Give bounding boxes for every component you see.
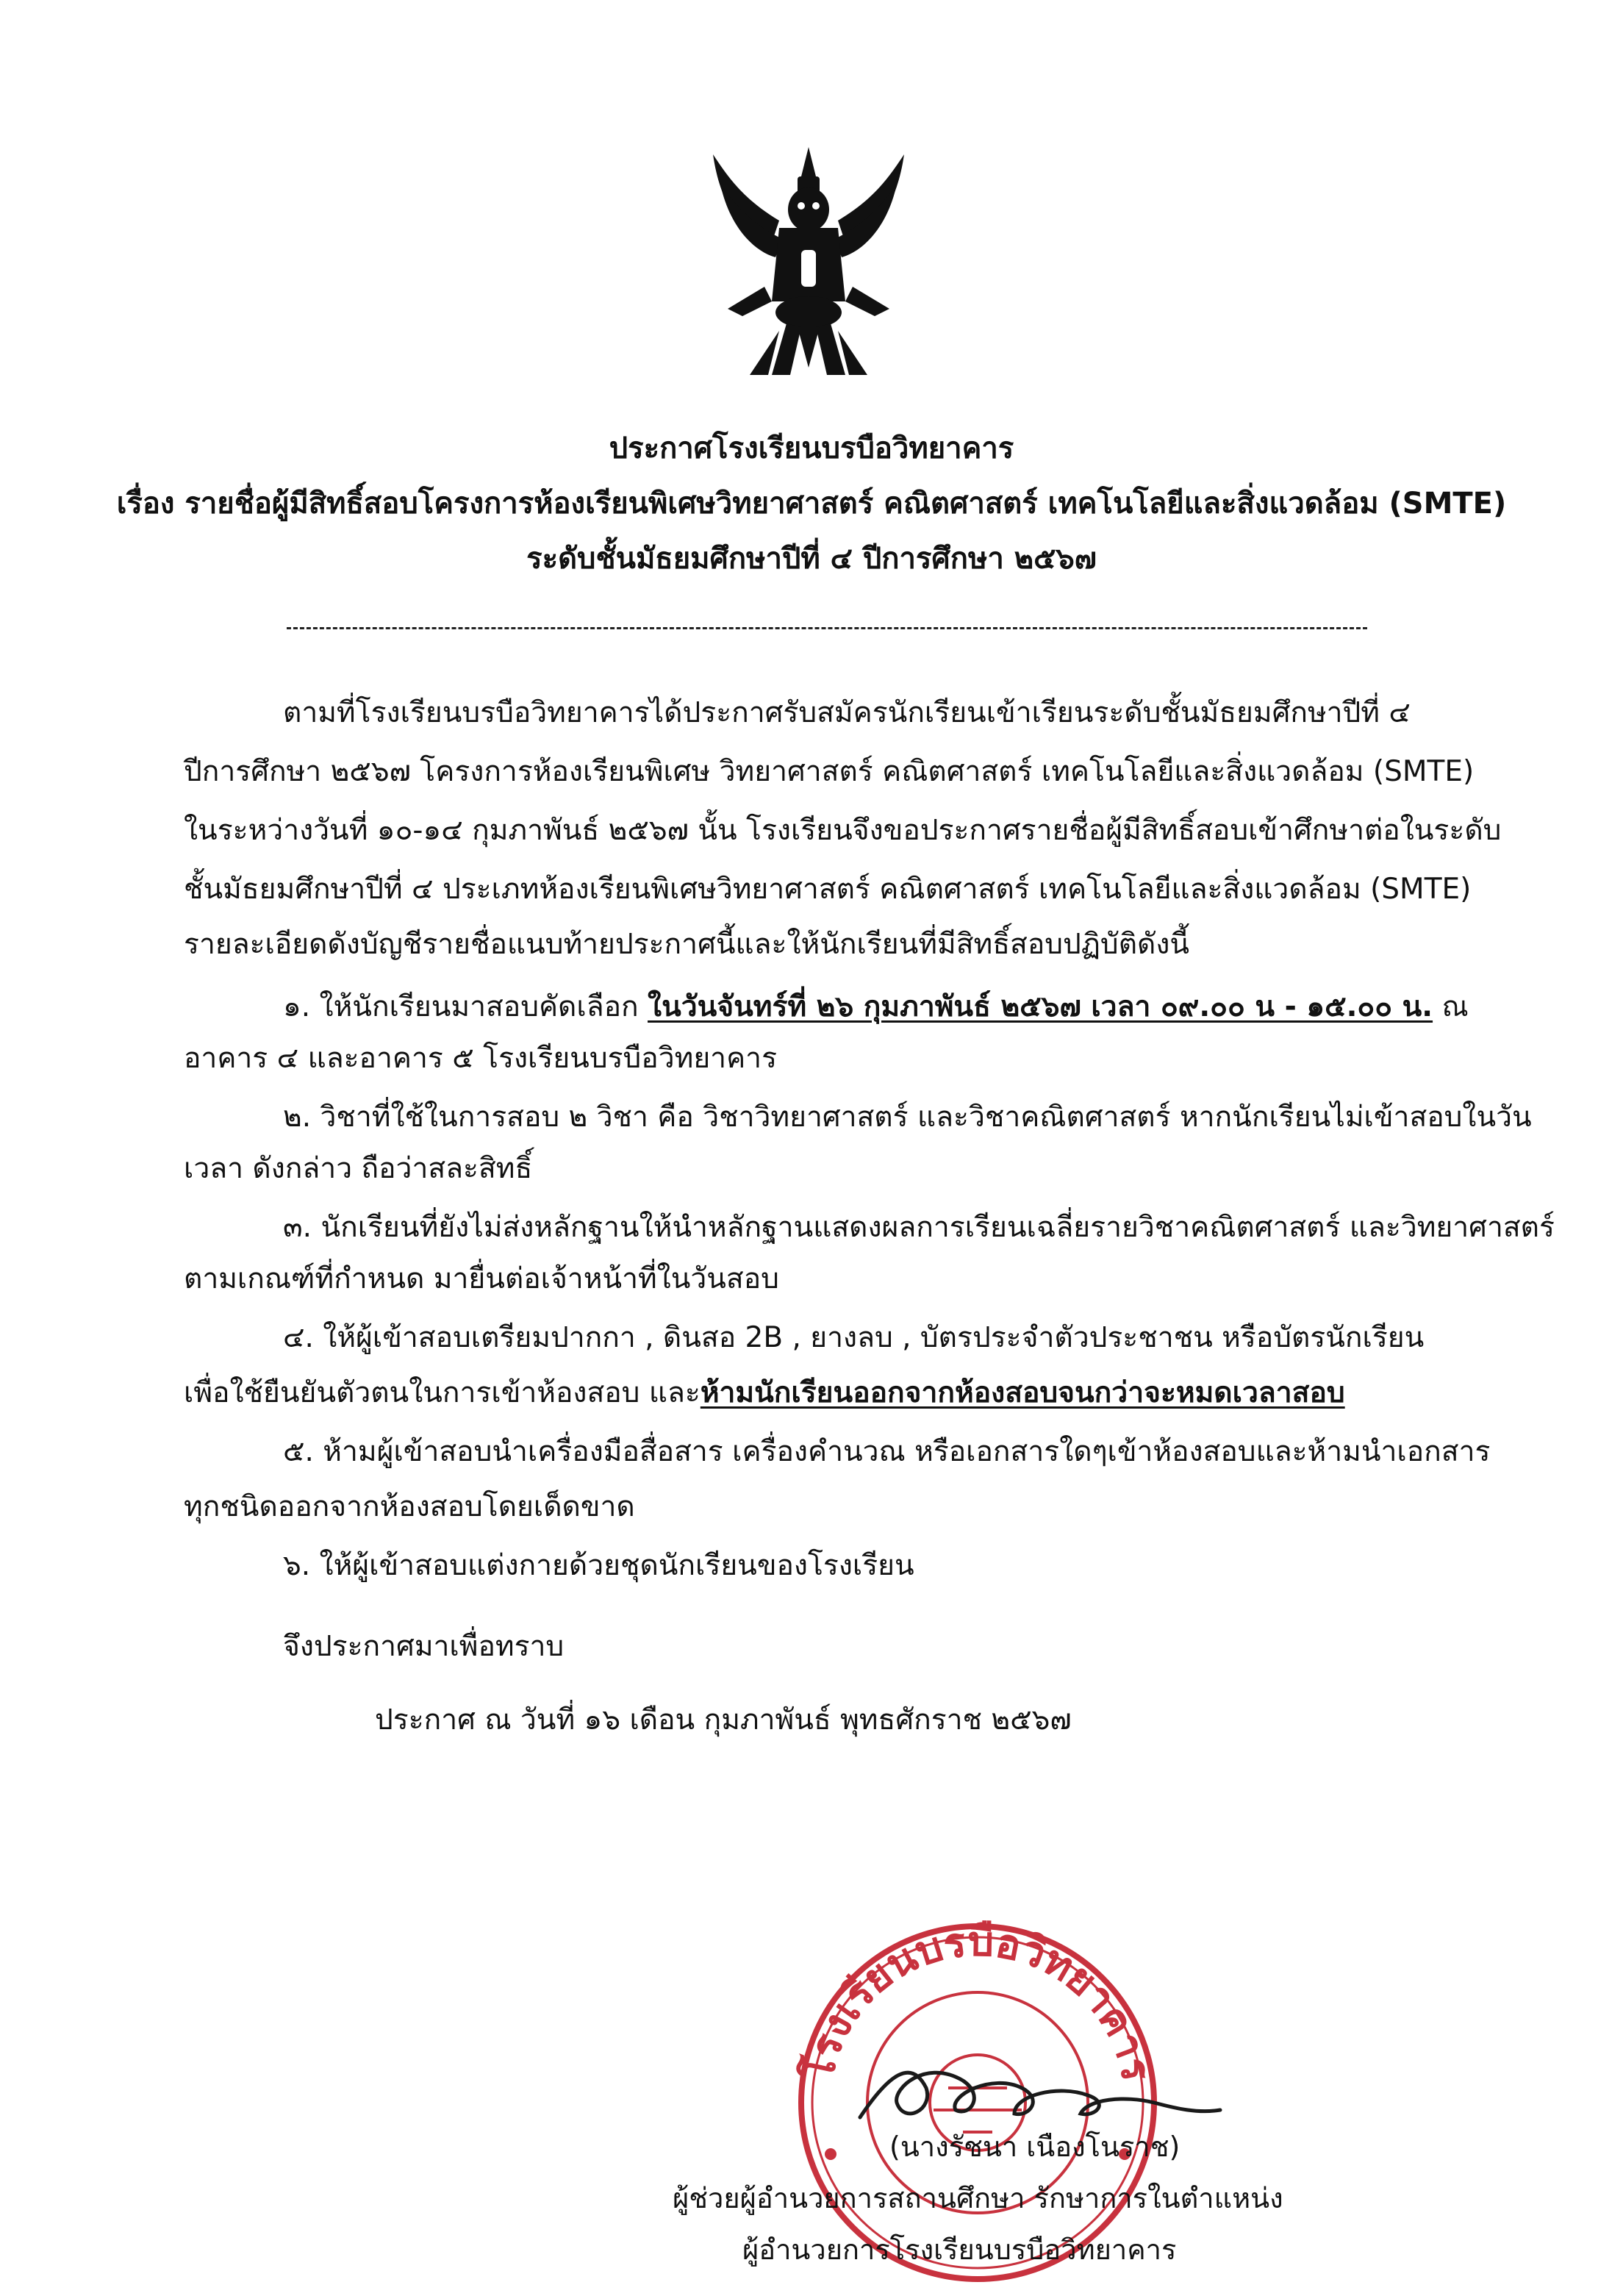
item-4-emphasis: ห้ามนักเรียนออกจากห้องสอบจนกว่าจะหมดเวลาสอบ xyxy=(700,1376,1345,1409)
item-5-line-1: ๕. ห้ามผู้เข้าสอบนำเครื่องมือสื่อสาร เครื่องคำนวณ หรือเอกสารใดๆเข้าห้องสอบและห้ามนำเอกสาร xyxy=(283,1435,1491,1468)
item-4-line-2 xyxy=(184,1371,1345,1415)
item-4-prefix: เพื่อใช้ยืนยันตัวตนในการเข้าห้องสอบ และ xyxy=(184,1376,701,1409)
intro-line-4: ชั้นมัธยมศึกษาปีที่ ๔ ประเภทห้องเรียนพิเศษวิทยาศาสตร์ คณิตศาสตร์ เทคโนโลยีและสิ่งแวดล้อม (SMTE) xyxy=(184,873,1472,906)
seal-text: โรงเรียนบรบือวิทยาคาร xyxy=(795,1917,1161,2086)
item-5-line-2: ทุกชนิดออกจากห้องสอบโดยเด็ดขาด xyxy=(184,1490,635,1523)
item-6: ๖. ให้ผู้เข้าสอบแต่งกายด้วยชุดนักเรียนของโรงเรียน xyxy=(283,1549,914,1582)
item-2-line-2: เวลา ดังกล่าว ถือว่าสละสิทธิ์ xyxy=(184,1152,533,1185)
signatory-name: (นางรัชนา เนืองโนราช) xyxy=(889,2131,1180,2163)
item-1-cont: อาคาร ๔ และอาคาร ๕ โรงเรียนบรบือวิทยาคาร xyxy=(184,1042,778,1075)
intro-line-2: ปีการศึกษา ๒๕๖๗ โครงการห้องเรียนพิเศษ วิทยาศาสตร์ คณิตศาสตร์ เทคโนโลยีและสิ่งแวดล้อม (SMTE) xyxy=(184,755,1475,788)
signatory-position-2: ผู้อำนวยการโรงเรียนบรบือวิทยาคาร xyxy=(742,2234,1177,2266)
garuda-emblem-icon xyxy=(698,132,919,382)
item-1-date-emphasis: ในวันจันทร์ที่ ๒๖ กุมภาพันธ์ ๒๕๖๗ เวลา ๐๙.๐๐ น - ๑๕.๐๐ น. xyxy=(648,990,1433,1023)
announcement-title: ประกาศโรงเรียนบรบือวิทยาคาร xyxy=(609,432,1014,465)
intro-line-5: รายละเอียดดังบัญชีรายชื่อแนบท้ายประกาศนี้และให้นักเรียนที่มีสิทธิ์สอบปฏิบัติดังนี้ xyxy=(184,928,1190,961)
announcement-date: ประกาศ ณ วันที่ ๑๖ เดือน กุมภาพันธ์ พุทธศักราช ๒๕๖๗ xyxy=(375,1703,1072,1737)
signatory-position-1: ผู้ช่วยผู้อำนวยการสถานศึกษา รักษาการในตำแหน่ง xyxy=(673,2182,1283,2214)
item-1-suffix: ณ xyxy=(1433,990,1469,1023)
header-divider xyxy=(287,627,1367,629)
item-4-line-1: ๔. ให้ผู้เข้าสอบเตรียมปากกา , ดินสอ 2B , ยางลบ , บัตรประจำตัวประชาชน หรือบัตรนักเรียน xyxy=(283,1321,1425,1354)
announcement-subject: เรื่อง รายชื่อผู้มีสิทธิ์สอบโครงการห้องเรียนพิเศษวิทยาศาสตร์ คณิตศาสตร์ เทคโนโลยีและสิ่งแวดล้อม (SMTE) xyxy=(116,487,1507,521)
item-3-line-2: ตามเกณฑ์ที่กำหนด มายื่นต่อเจ้าหน้าที่ในวันสอบ xyxy=(184,1262,779,1295)
closing-text: จึงประกาศมาเพื่อทราบ xyxy=(283,1630,565,1663)
intro-line-3: ในระหว่างวันที่ ๑๐-๑๔ กุมภาพันธ์ ๒๕๖๗ นั้น โรงเรียนจึงขอประกาศรายชื่อผู้มีสิทธิ์สอบเข้าศึกษาต่อในระดับ xyxy=(184,814,1502,847)
announcement-level: ระดับชั้นมัธยมศึกษาปีที่ ๔ ปีการศึกษา ๒๕๖๗ xyxy=(526,542,1097,576)
item-3-line-1: ๓. นักเรียนที่ยังไม่ส่งหลักฐานให้นำหลักฐานแสดงผลการเรียนเฉลี่ยรายวิชาคณิตศาสตร์ และวิทยาศาสตร์ xyxy=(283,1211,1555,1244)
item-1-prefix: ๑. ให้นักเรียนมาสอบคัดเลือก xyxy=(283,990,648,1023)
item-1 xyxy=(283,985,1469,1029)
intro-line-1: ตามที่โรงเรียนบรบือวิทยาคารได้ประกาศรับสมัครนักเรียนเข้าเรียนระดับชั้นมัธยมศึกษาปีที่ ๔ xyxy=(283,696,1411,729)
item-2-line-1: ๒. วิชาที่ใช้ในการสอบ ๒ วิชา คือ วิชาวิทยาศาสตร์ และวิชาคณิตศาสตร์ หากนักเรียนไม่เข้าสอบในวัน xyxy=(283,1101,1532,1134)
